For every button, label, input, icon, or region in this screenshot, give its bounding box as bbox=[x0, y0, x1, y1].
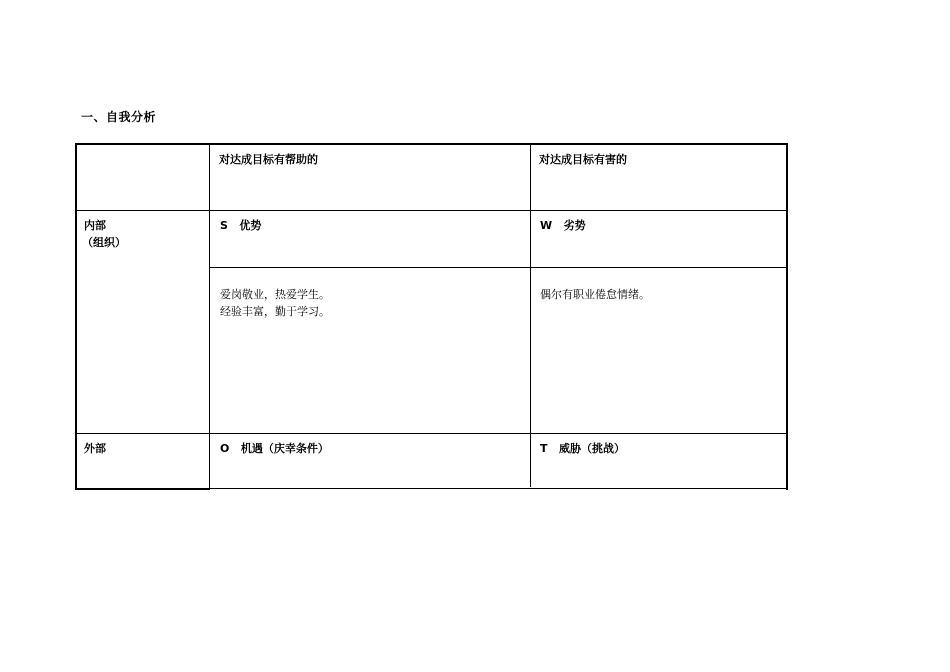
swot-table bbox=[75, 143, 788, 490]
internal-sublabel: （组织） bbox=[82, 236, 126, 249]
weaknesses-title: W 劣势 bbox=[540, 219, 586, 232]
bottom-border-left bbox=[75, 488, 210, 490]
threats-title: T 威胁（挑战） bbox=[540, 442, 625, 455]
row-divider-titles bbox=[209, 267, 786, 268]
strength-item: 经验丰富，勤于学习。 bbox=[220, 305, 330, 318]
weakness-item: 偶尔有职业倦怠情绪。 bbox=[540, 288, 650, 301]
strengths-title: S 优势 bbox=[220, 219, 262, 232]
header-harmful: 对达成目标有害的 bbox=[539, 153, 627, 166]
column-divider-1 bbox=[209, 145, 210, 490]
row-divider-internal bbox=[77, 433, 786, 434]
opportunities-title: O 机遇（庆幸条件） bbox=[220, 442, 329, 455]
strength-item: 爱岗敬业，热爱学生。 bbox=[220, 288, 330, 301]
row-divider-header bbox=[77, 210, 786, 211]
internal-label: 内部 bbox=[84, 219, 106, 232]
external-label: 外部 bbox=[84, 442, 106, 455]
column-divider-2 bbox=[530, 145, 531, 487]
section-title: 一、自我分析 bbox=[81, 110, 157, 124]
bottom-border-right bbox=[209, 488, 786, 489]
header-helpful: 对达成目标有帮助的 bbox=[219, 153, 318, 166]
